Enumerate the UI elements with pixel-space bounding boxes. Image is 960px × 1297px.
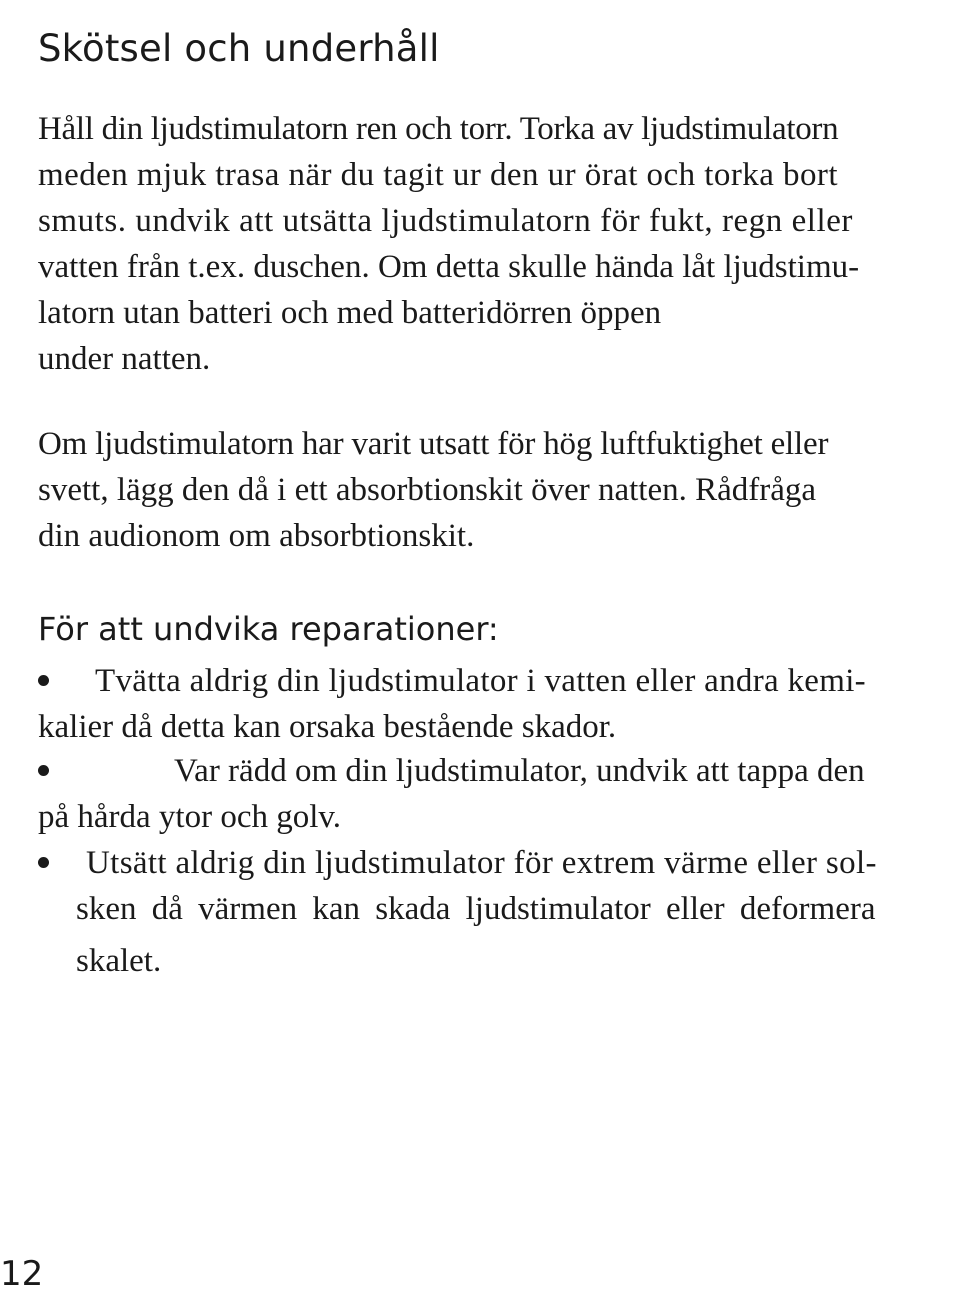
text-line: latorn utan batteri och med batteridörren öppen (38, 295, 662, 331)
bullet-item (38, 658, 866, 750)
text-line: smuts. undvik att utsätta ljudstimulatorn för fukt, regn eller (38, 203, 853, 239)
text-line: Håll din ljudstimulatorn ren och torr. Torka av ljudstimulatorn (38, 111, 839, 147)
page-title: Skötsel och underhåll (38, 26, 440, 70)
paragraph-humidity (38, 421, 828, 559)
subheading-repairs: För att undvika reparationer: (38, 610, 499, 648)
text-line: Tvätta aldrig din ljudstimulator i vatten eller andra kemi- (95, 663, 866, 699)
text-line: på hårda ytor och golv. (38, 799, 342, 835)
text-line: meden mjuk trasa när du tagit ur den ur örat och torka bort (38, 157, 838, 193)
text-line: under natten. (38, 341, 211, 377)
bullet-icon (38, 765, 49, 776)
bullet-icon (38, 675, 49, 686)
page-number: 12 (0, 1254, 44, 1294)
text-line: Var rädd om din ljudstimulator, undvik att tappa den (174, 753, 865, 789)
bullet-item (38, 840, 877, 984)
text-line: din audionom om absorbtionskit. (38, 518, 475, 554)
text-line: Utsätt aldrig din ljudstimulator för extrem värme eller sol- (86, 845, 877, 881)
text-line: svett, lägg den då i ett absorbtionskit över natten. Rådfråga (38, 472, 817, 508)
text-line: Om ljudstimulatorn har varit utsatt för hög luftfuktighet eller (38, 426, 829, 462)
text-line: kalier då detta kan orsaka bestående skador. (38, 709, 617, 745)
paragraph-care (38, 106, 859, 382)
bullet-icon (38, 857, 49, 868)
text-line: vatten från t.ex. duschen. Om detta skulle hända låt ljudstimu- (38, 249, 860, 285)
text-line: skalet. (76, 943, 162, 979)
bullet-item (38, 748, 865, 840)
text-line: sken då värmen kan skada ljudstimulator eller deformera (76, 891, 876, 927)
